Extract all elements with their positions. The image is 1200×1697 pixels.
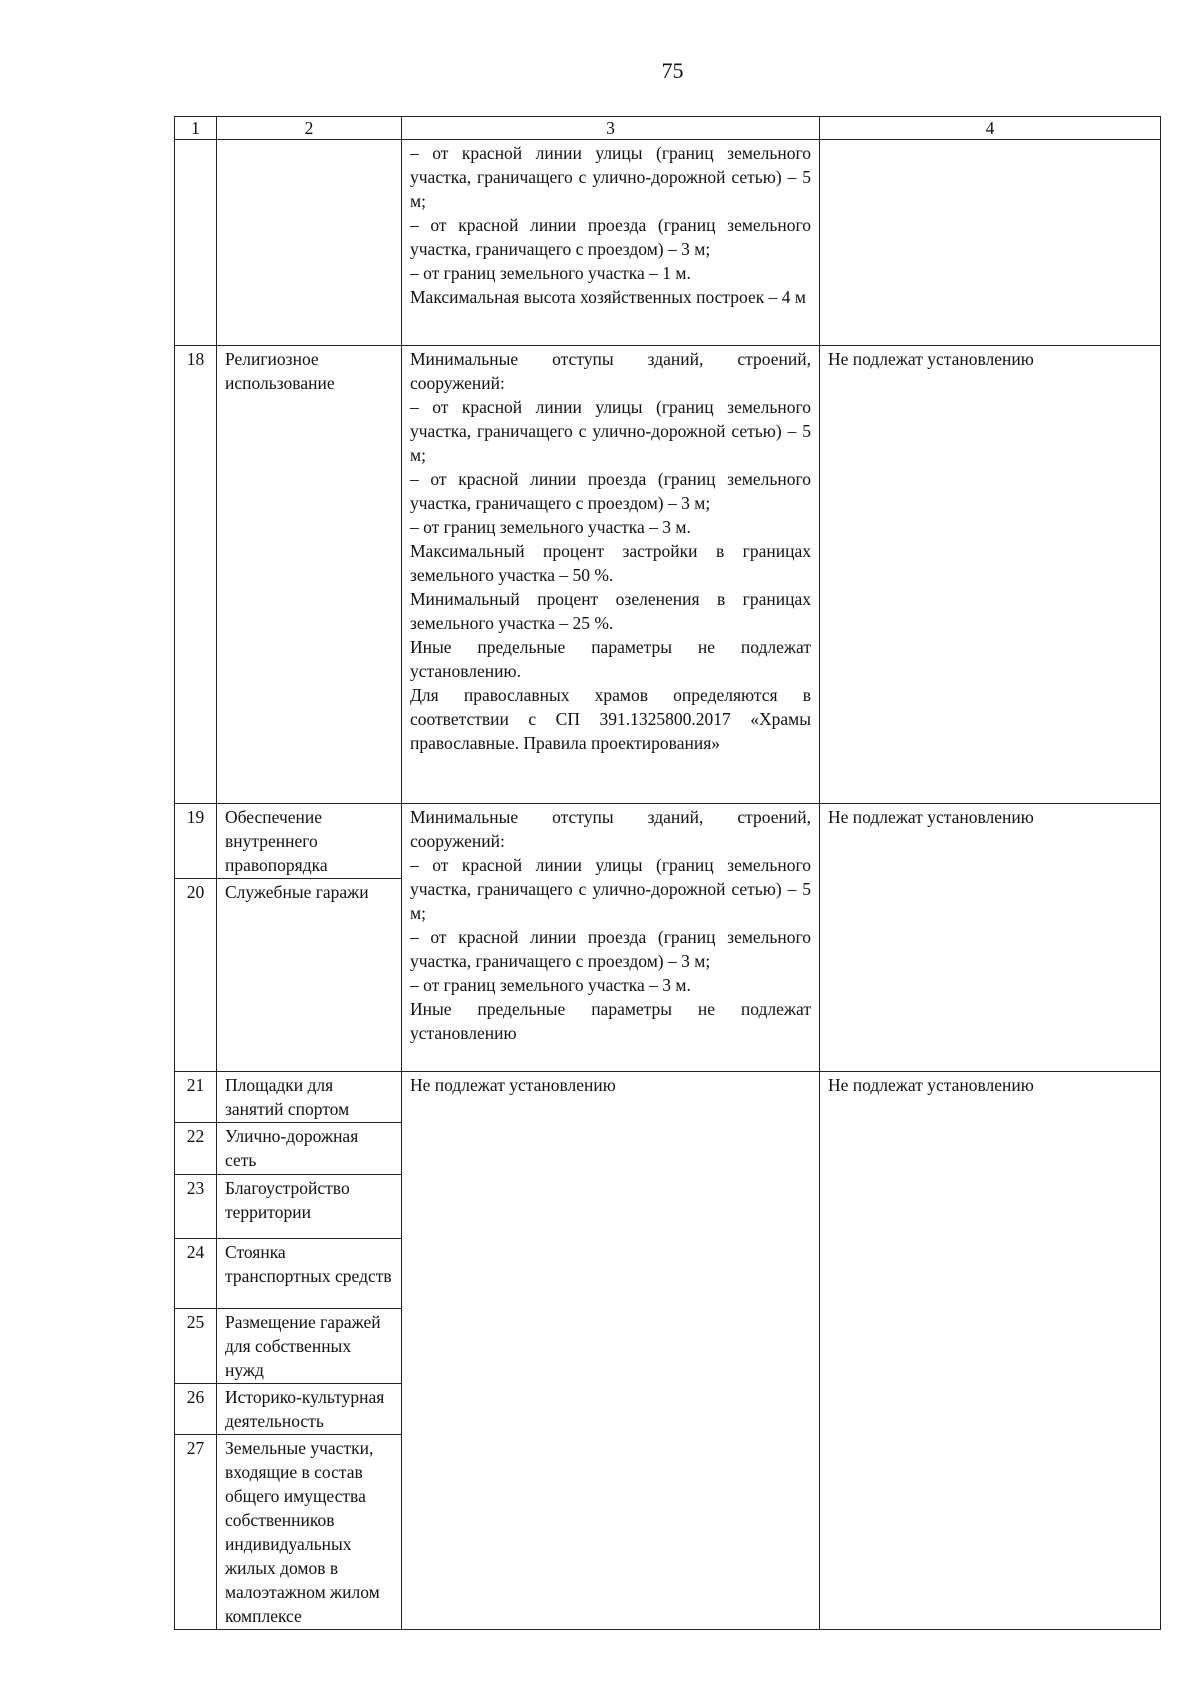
row-number: 22: [175, 1123, 217, 1175]
header-cell: 2: [217, 117, 402, 140]
use-name: Улично-дорожная сеть: [217, 1123, 402, 1175]
parameter-line: Максимальная высота хозяйственных построек – 4 м: [410, 287, 806, 307]
row-number: 24: [175, 1239, 217, 1309]
parameter-line: – от красной линии проезда (границ земельного участка, граничащего с проездом) – 3 м;: [410, 927, 811, 971]
parameter-line: Минимальные отступы зданий, строений, сооружений:: [410, 807, 811, 851]
table-row: [175, 1072, 1161, 1123]
parameters-cell: [402, 346, 820, 804]
row-number: 19: [175, 804, 217, 879]
row-number: 25: [175, 1309, 217, 1384]
table-row: [175, 140, 1161, 346]
parameter-line: – от границ земельного участка – 3 м.: [410, 975, 691, 995]
notes-cell: Не подлежат установлению: [820, 346, 1161, 804]
row-number: 18: [175, 346, 217, 804]
row-number: 26: [175, 1384, 217, 1435]
parameter-line: – от красной линии улицы (границ земельного участка, граничащего с улично-дорожной сетью) – 5 м;: [410, 855, 811, 923]
parameter-line: Для православных храмов определяются в соответствии с СП 391.1325800.2017 «Храмы православные. Правила проектирования»: [410, 685, 811, 753]
parameter-line: – от границ земельного участка – 3 м.: [410, 517, 691, 537]
use-name: Земельные участки, входящие в состав общего имущества собственников индивидуальных жилых домов в малоэтажном жилом комплексе: [217, 1435, 402, 1630]
use-name: Благоустройство территории: [217, 1175, 402, 1239]
parameters-cell: [402, 804, 820, 1072]
use-name-cell: [217, 140, 402, 346]
page-number: 75: [661, 58, 684, 83]
use-name: Историко-культурная деятельность: [217, 1384, 402, 1435]
notes-cell: [820, 140, 1161, 346]
row-number: 20: [175, 879, 217, 1072]
parameters-cell: [402, 140, 820, 346]
header-cell: 3: [402, 117, 820, 140]
parameter-line: Минимальные отступы зданий, строений, сооружений:: [410, 349, 811, 393]
number-cell: [175, 140, 217, 346]
parameter-line: – от красной линии улицы (границ земельного участка, граничащего с улично-дорожной сетью) – 5 м;: [410, 143, 811, 211]
parameters-cell: Не подлежат установлению: [402, 1072, 820, 1630]
parameter-line: Максимальный процент застройки в границах земельного участка – 50 %.: [410, 541, 811, 585]
row-number: 27: [175, 1435, 217, 1630]
header-cell: 4: [820, 117, 1161, 140]
parameter-line: Иные предельные параметры не подлежат установлению.: [410, 637, 811, 681]
use-name: Религиозное использование: [217, 346, 402, 804]
regulations-table: [174, 116, 1161, 1630]
table-header-row: [175, 117, 1161, 140]
parameter-line: Минимальный процент озеленения в границах земельного участка – 25 %.: [410, 589, 811, 633]
use-name: Обеспечение внутреннего правопорядка: [217, 804, 402, 879]
notes-cell: Не подлежат установлению: [820, 804, 1161, 1072]
use-name: Стоянка транспортных средств: [217, 1239, 402, 1309]
parameter-line: – от красной линии проезда (границ земельного участка, граничащего с проездом) – 3 м;: [410, 469, 811, 513]
use-name: Площадки для занятий спортом: [217, 1072, 402, 1123]
parameter-line: – от границ земельного участка – 1 м.: [410, 263, 691, 283]
use-name: Служебные гаражи: [217, 879, 402, 1072]
row-number: 23: [175, 1175, 217, 1239]
parameter-line: – от красной линии проезда (границ земельного участка, граничащего с проездом) – 3 м;: [410, 215, 811, 259]
table-row: [175, 346, 1161, 804]
parameter-line: – от красной линии улицы (границ земельного участка, граничащего с улично-дорожной сетью) – 5 м;: [410, 397, 811, 465]
table-row: [175, 804, 1161, 879]
header-cell: 1: [175, 117, 217, 140]
row-number: 21: [175, 1072, 217, 1123]
notes-cell: Не подлежат установлению: [820, 1072, 1161, 1630]
parameter-line: Иные предельные параметры не подлежат установлению: [410, 999, 811, 1043]
use-name: Размещение гаражей для собственных нужд: [217, 1309, 402, 1384]
